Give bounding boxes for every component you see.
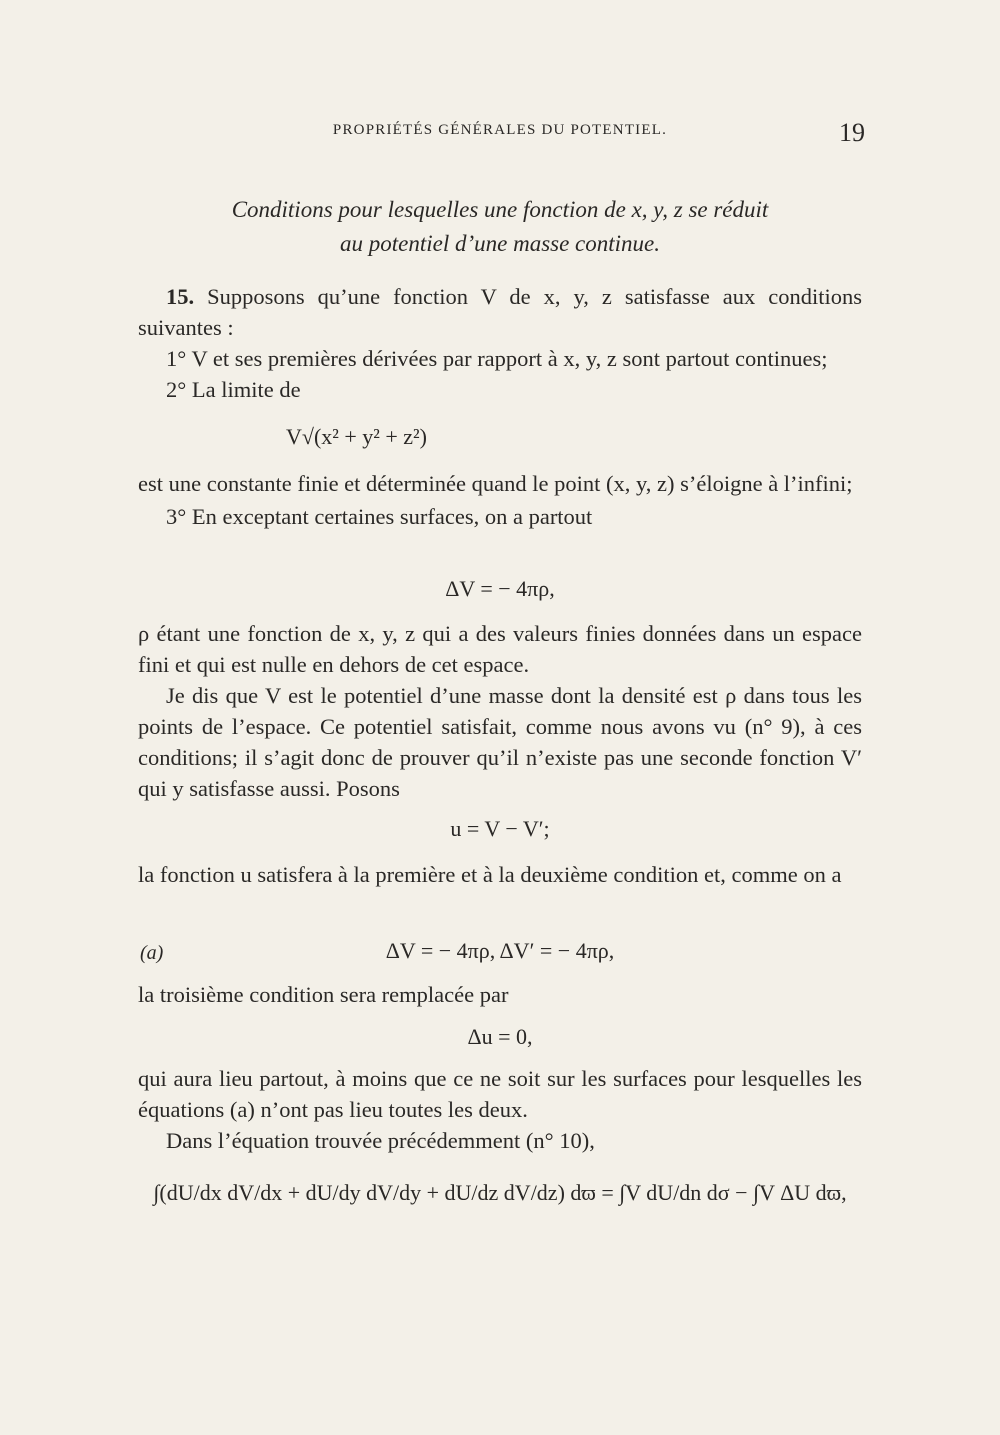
equation-laplace: ΔV = − 4πρ, xyxy=(445,576,555,601)
equation-u-def: u = V − V′; xyxy=(450,816,550,841)
condition-1: 1° V et ses premières dérivées par rapport à x, y, z sont partout continues; xyxy=(166,346,828,371)
section-heading-line1: Conditions pour lesquelles une fonction de x, y, z se réduit xyxy=(231,197,769,222)
block-troisieme xyxy=(138,979,862,1010)
paragraph-je-dis: Je dis que V est le potentiel d’une masse dont la densité est ρ dans tous les points de l’espace. Ce potentiel satisfait, comme nous avons vu (n° 9), à ces conditions; il s’agit donc de prouver qu’il n’existe pas une seconde fonction V′ qui y satisfasse aussi. Posons xyxy=(138,683,862,801)
paragraph-number: 15. xyxy=(166,284,195,309)
block-fonction-u xyxy=(138,859,862,890)
paragraph-limit: est une constante finie et déterminée quand le point (x, y, z) s’éloigne à l’infini; xyxy=(138,471,853,496)
paragraph-15-text: Supposons qu’une fonction V de x, y, z satisfasse aux conditions suivantes : xyxy=(138,284,863,340)
paragraph-qui-aura: qui aura lieu partout, à moins que ce ne soit sur les surfaces pour lesquelles les équations (a) n’ont pas lieu toutes les deux. xyxy=(138,1066,862,1122)
paragraph-troisieme: la troisième condition sera remplacée par xyxy=(138,982,509,1007)
running-head-title: PROPRIÉTÉS GÉNÉRALES DU POTENTIEL. xyxy=(332,122,668,138)
paragraph-dans: Dans l’équation trouvée précédemment (n° 10), xyxy=(166,1128,595,1153)
equation-a: ΔV = − 4πρ, ΔV′ = − 4πρ, xyxy=(385,938,615,963)
paragraph-fonction-u: la fonction u satisfera à la première et à la deuxième condition et, comme on a xyxy=(138,862,842,887)
section-heading xyxy=(140,193,860,261)
block-conditions xyxy=(138,281,862,405)
block-rho xyxy=(138,618,862,804)
section-heading-line2: au potentiel d’une masse continue. xyxy=(339,231,660,256)
running-head xyxy=(0,118,1000,148)
page-number: 19 xyxy=(839,118,865,147)
condition-3: 3° En exceptant certaines surfaces, on a partout xyxy=(166,504,593,529)
equation-green: ∫(dU/dx dV/dx + dU/dy dV/dy + dU/dz dV/dz) dϖ = ∫V dU/dn dσ − ∫V ΔU dϖ, xyxy=(153,1180,847,1205)
equation-delta-u: Δu = 0, xyxy=(467,1024,533,1049)
paragraph-rho: ρ étant une fonction de x, y, z qui a des valeurs finies données dans un espace fini et qui est nulle en dehors de cet espace. xyxy=(138,621,862,677)
equation-sqrt: V√(x² + y² + z²) xyxy=(286,424,427,449)
block-qui-aura xyxy=(138,1063,862,1156)
condition-2: 2° La limite de xyxy=(166,377,301,402)
paragraph-15 xyxy=(138,281,862,343)
block-limit xyxy=(138,468,862,532)
equation-label-a: (a) xyxy=(140,942,164,964)
